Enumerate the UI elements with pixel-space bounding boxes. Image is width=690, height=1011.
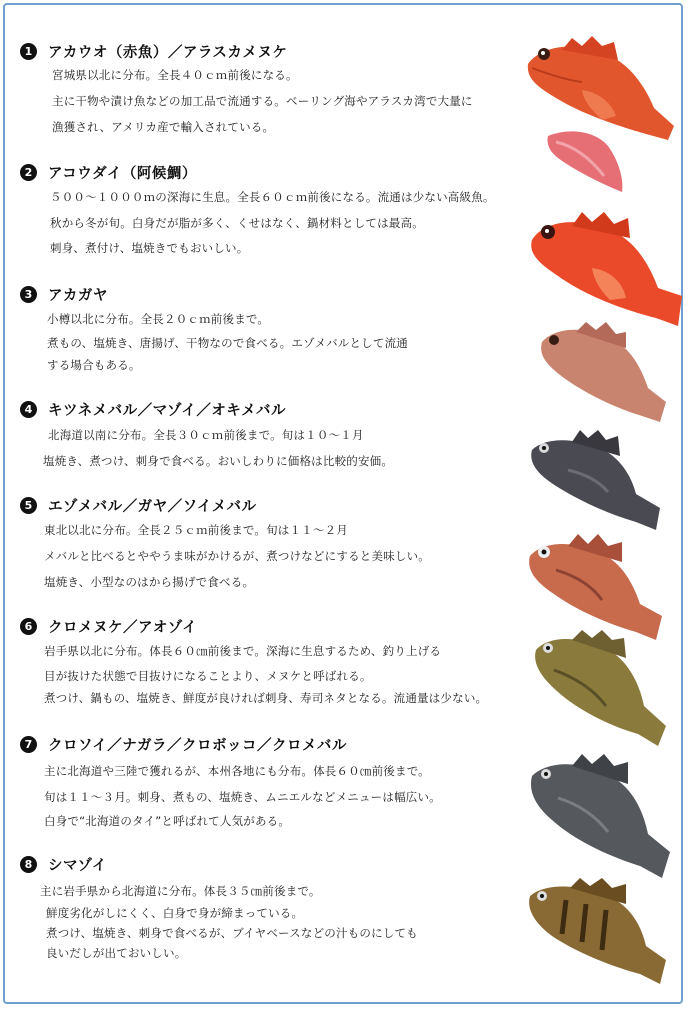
striped-rockfish-image (526, 878, 668, 988)
entry-description-line: 漁獲され、アメリカ産で輸入されている。 (52, 120, 275, 134)
dark-rockfish-image (528, 430, 664, 534)
entry-number-badge: 3 (20, 286, 37, 303)
entry-header (20, 398, 286, 420)
entry-number-badge: 8 (20, 856, 37, 873)
entry-title: エゾメバル／ガヤ／ソイメバル (48, 498, 257, 515)
entry-title: シマゾイ (48, 857, 107, 874)
entry-header (20, 615, 197, 637)
entry-number-badge: 7 (20, 736, 37, 753)
entry-description-line: する場合もある。 (47, 358, 141, 372)
entry-description-line: 煮もの、塩焼き、唐揚げ、干物なので食べる。エゾメバルとして流通 (47, 336, 408, 350)
entry-number-badge: 2 (20, 164, 37, 181)
entry-description-line: 良いだしが出ておいしい。 (46, 946, 187, 960)
entry-description-line: 東北以北に分布。全長２５ｃｍ前後まで。旬は１１～２月 (44, 523, 348, 537)
entry-title: アコウダイ（阿候鯛） (48, 165, 197, 182)
red-rockfish-image (528, 210, 686, 332)
entry-description-line: 旬は１１～３月。刺身、煮もの、塩焼き、ムニエルなどメニューは幅広い。 (44, 790, 441, 804)
entry-number-badge: 5 (20, 497, 37, 514)
entry-title: アカガヤ (48, 287, 108, 304)
entry-title: キツネメバル／マゾイ／オキメバル (48, 402, 286, 419)
entry-description-line: 主に岩手県から北海道に分布。体長３５㎝前後まで。 (40, 884, 321, 898)
entry-description-line: 白身で“北海道のタイ”と呼ばれて人気がある。 (44, 814, 291, 828)
entry-description-line: 煮つけ、鍋もの、塩焼き、鮮度が良ければ刺身、寿司ネタとなる。流通量は少ない。 (44, 691, 488, 705)
entry-title: アカウオ（赤魚）／アラスカメヌケ (48, 44, 288, 61)
entry-number-badge: 6 (20, 618, 37, 635)
entry-description-line: 小樽以北に分布。全長２０ｃｍ前後まで。 (47, 312, 270, 326)
entry-header (20, 853, 107, 875)
entry-description-line: 刺身、煮付け、塩焼きでもおいしい。 (50, 241, 249, 255)
entry-description-line: ５００～１０００ｍの深海に生息。全長６０ｃｍ前後になる。流通は少ない高級魚。 (50, 190, 495, 204)
entry-number-badge: 1 (20, 43, 37, 60)
entry-header (20, 494, 257, 516)
entry-description-line: 主に北海道や三陸で獲れるが、本州各地にも分布。体長６０㎝前後まで。 (44, 764, 430, 778)
entry-description-line: 目が抜けた状態で目抜けになることより、メヌケと呼ばれる。 (44, 669, 372, 683)
entry-description-line: 岩手県以北に分布。体長６０㎝前後まで。深海に生息するため、釣り上げる (44, 644, 442, 658)
entry-title: クロソイ／ナガラ／クロボッコ／クロメバル (48, 737, 347, 754)
entry-description-line: 秋から冬が旬。白身だが脂が多く、くせはなく、鍋材料としては最高。 (50, 216, 424, 230)
black-rockfish-image (528, 754, 674, 882)
entry-number-badge: 4 (20, 401, 37, 418)
entry-header (20, 161, 197, 183)
entry-description-line: 宮城県以北に分布。全長４０ｃｍ前後になる。 (52, 68, 298, 82)
olive-rockfish-image (532, 630, 668, 750)
entry-header (20, 283, 108, 305)
fish-fillet-image (544, 126, 628, 198)
entry-description-line: 主に干物や漬け魚などの加工品で流通する。ベーリング海やアラスカ湾で大量に (52, 94, 473, 108)
entry-description-line: 煮つけ、塩焼き、刺身で食べるが、ブイヤベースなどの汁ものにしても (46, 926, 418, 940)
entry-description-line: 鮮度劣化がしにくく、白身で身が締まっている。 (46, 906, 304, 920)
entry-description-line: 塩焼き、小型なのはから揚げで食べる。 (44, 575, 255, 589)
entry-description-line: 北海道以南に分布。全長３０ｃｍ前後まで。旬は１０～１月 (48, 428, 364, 442)
entry-header (20, 733, 347, 755)
entry-description-line: メバルと比べるとややうま味がかけるが、煮つけなどにすると美味しい。 (44, 549, 430, 563)
entry-title: クロメヌケ／アオゾイ (48, 619, 198, 636)
pink-rockfish-image (538, 320, 670, 428)
entry-header (20, 40, 287, 62)
entry-description-line: 塩焼き、煮つけ、刺身で食べる。おいしわりに価格は比較的安価。 (43, 454, 394, 468)
